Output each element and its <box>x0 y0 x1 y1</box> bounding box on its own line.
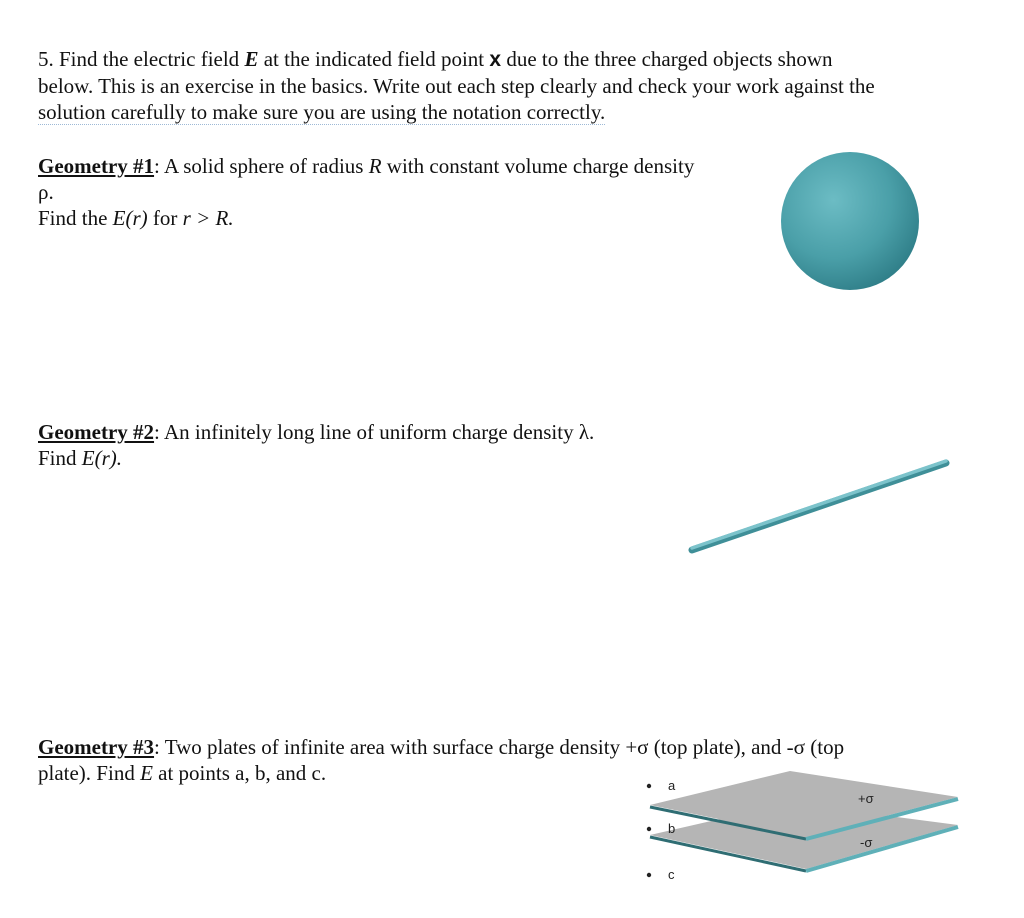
geometry-2-text: Geometry #2: An infinitely long line of uniform charge density λ. Find E(r). <box>38 420 595 470</box>
point-b-dot <box>647 827 651 831</box>
rho-symbol: ρ. <box>38 180 54 204</box>
line-charge-figure <box>680 450 960 560</box>
geometry-1-label: Geometry #1 <box>38 154 155 178</box>
point-c-label: c <box>668 867 675 882</box>
charged-line <box>692 461 946 548</box>
field-point-symbol: x <box>489 48 502 71</box>
charged-line-shadow <box>692 463 946 550</box>
bottom-plate-charge-label: -σ <box>860 835 873 850</box>
charged-sphere <box>781 152 919 290</box>
sphere-figure <box>775 146 925 296</box>
top-plate-charge-label: +σ <box>858 791 874 806</box>
problem-number: 5. <box>38 47 54 71</box>
field-symbol: E <box>244 47 259 71</box>
geometry-3-label: Geometry #3 <box>38 735 155 759</box>
geometry-1-text: Geometry #1: A solid sphere of radius R with constant volume charge density ρ. Find the E(r) for r > R. <box>38 154 695 230</box>
point-a-dot <box>647 784 651 788</box>
point-b-label: b <box>668 821 676 836</box>
geometry-3-text: Geometry #3: Two plates of infinite area with surface charge density +σ (top plate), and -σ (top plate). Find E at points a, b, and c. <box>38 735 845 785</box>
geometry-2-label: Geometry #2 <box>38 420 155 444</box>
point-a-label: a <box>668 778 676 793</box>
plates-figure <box>630 765 970 915</box>
problem-statement: 5. Find the electric field E at the indicated field point x due to the three charged objects shown below. This is an exercise in the basics. Write out each step clearly and check your work against the solution carefully to make sure you are using the notation correctly. <box>38 47 875 124</box>
point-c-dot <box>647 873 651 877</box>
